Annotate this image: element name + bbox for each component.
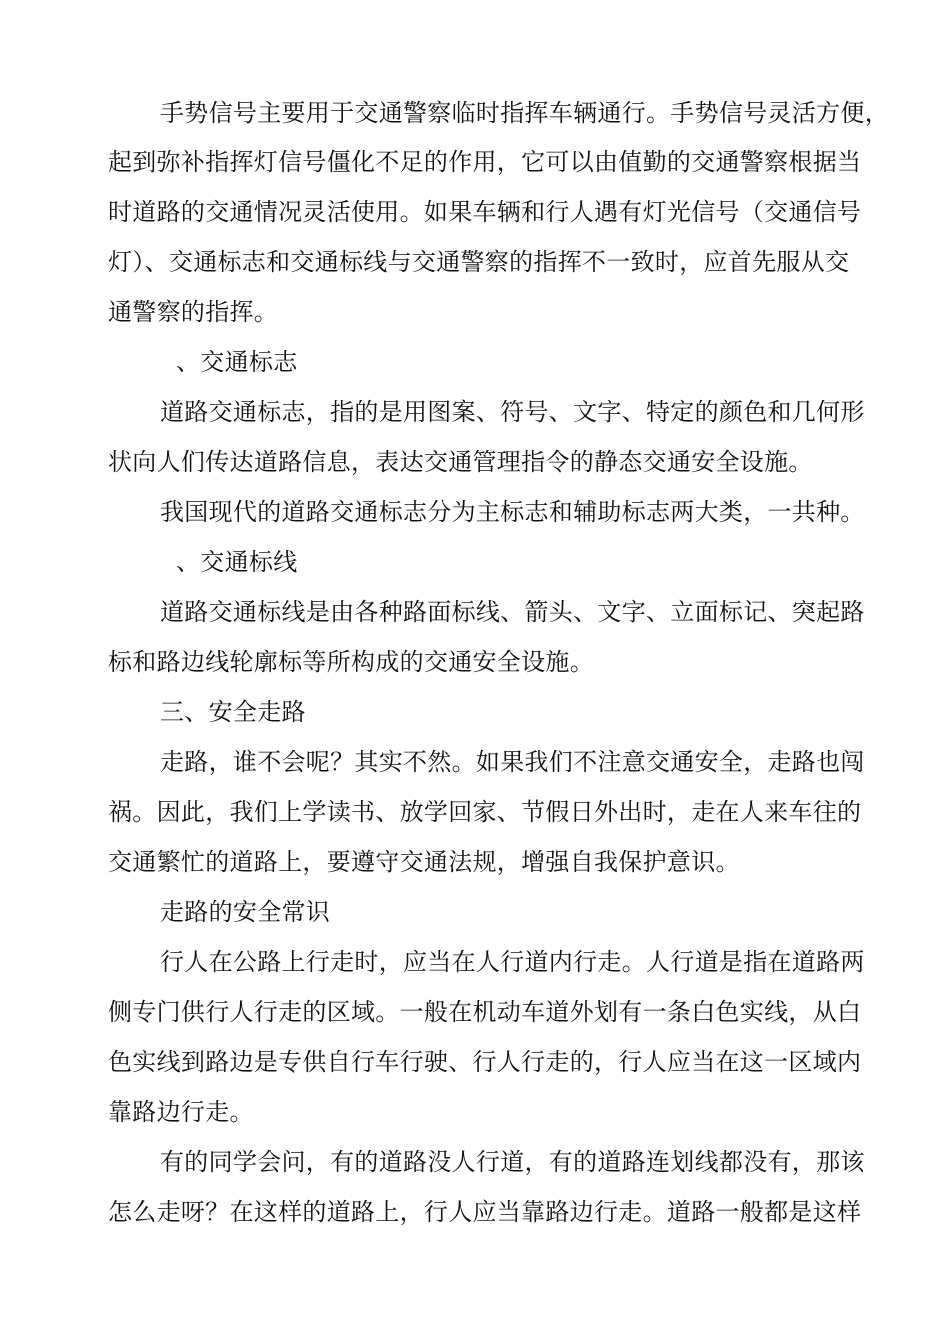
paragraph-line: 怎么走呀？在这样的道路上，行人应当靠路边行走。道路一般都是这样 — [108, 1198, 862, 1226]
section-heading: 三、安全走路 — [160, 698, 306, 726]
paragraph-line: 时道路的交通情况灵活使用。如果车辆和行人遇有灯光信号（交通信号 — [108, 198, 862, 226]
paragraph-line: 通警察的指挥。 — [108, 298, 279, 326]
paragraph-line: 手势信号主要用于交通警察临时指挥车辆通行。手势信号灵活方便， — [160, 99, 889, 127]
section-heading: 走路的安全常识 — [160, 898, 331, 926]
paragraph-line: 色实线到路边是专供自行车行驶、行人行走的，行人应当在这一区域内 — [108, 1048, 862, 1076]
paragraph-line: 靠路边行走。 — [108, 1098, 254, 1126]
paragraph-line: 祸。因此，我们上学读书、放学回家、节假日外出时，走在人来车往的 — [108, 798, 862, 826]
paragraph-line: 有的同学会问，有的道路没人行道，有的道路连划线都没有，那该 — [160, 1148, 865, 1176]
paragraph-line: 状向人们传达道路信息，表达交通管理指令的静态交通安全设施。 — [108, 448, 813, 476]
paragraph-line: 我国现代的道路交通标志分为主标志和辅助标志两大类，一共种。 — [160, 498, 865, 526]
paragraph-line: 行人在公路上行走时，应当在人行道内行走。人行道是指在道路两 — [160, 948, 865, 976]
paragraph-line: 起到弥补指挥灯信号僵化不足的作用，它可以由值勤的交通警察根据当 — [108, 148, 862, 176]
paragraph-line: 侧专门供行人行走的区域。一般在机动车道外划有一条白色实线，从白 — [108, 998, 862, 1026]
paragraph-line: 标和路边线轮廓标等所构成的交通安全设施。 — [108, 648, 594, 676]
paragraph-line: 走路，谁不会呢？其实不然。如果我们不注意交通安全，走路也闯 — [160, 748, 865, 776]
section-heading: 、交通标线 — [176, 548, 298, 576]
paragraph-line: 道路交通标线是由各种路面标线、箭头、文字、立面标记、突起路 — [160, 598, 865, 626]
paragraph-line: 道路交通标志，指的是用图案、符号、文字、特定的颜色和几何形 — [160, 398, 865, 426]
paragraph-line: 灯）、交通标志和交通标线与交通警察的指挥不一致时，应首先服从交 — [108, 248, 850, 276]
paragraph-line: 交通繁忙的道路上，要遵守交通法规，增强自我保护意识。 — [108, 848, 740, 876]
section-heading: 、交通标志 — [176, 348, 298, 376]
